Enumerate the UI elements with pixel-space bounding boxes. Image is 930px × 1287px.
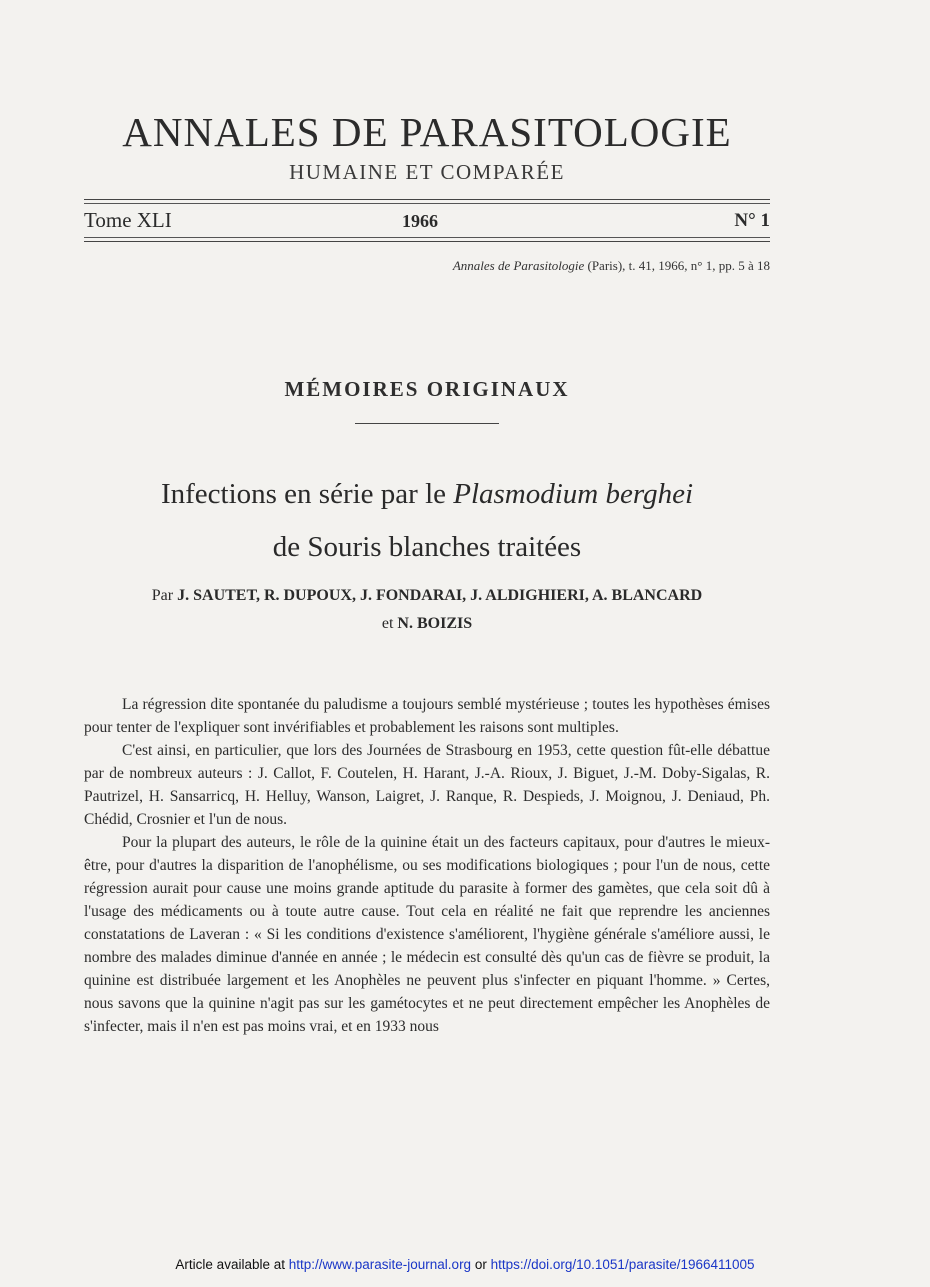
issue-label: N° 1 — [734, 210, 770, 231]
footer-link-journal[interactable]: http://www.parasite-journal.org — [288, 1257, 472, 1272]
article-title-line2: de Souris blanches traitées — [272, 531, 582, 563]
footer-link-doi[interactable]: https://doi.org/10.1051/parasite/1966411005 — [490, 1257, 755, 1272]
journal-title: ANNALES DE PARASITOLOGIE — [122, 109, 732, 155]
article-title-species: Plasmodium berghei — [453, 478, 694, 510]
authors-conjunction: et — [381, 615, 398, 632]
citation-journal: Annales de Parasitologie — [452, 258, 585, 273]
authors-line2 — [84, 615, 770, 633]
tome-label: Tome XLI — [84, 208, 172, 232]
header-rule-bottom-thin — [84, 237, 770, 238]
authors-last-name: N. BOIZIS — [397, 615, 473, 632]
authors-prefix: Par — [151, 587, 178, 604]
body-paragraph-3: Pour la plupart des auteurs, le rôle de la quinine était un des facteurs capitaux, pour d'autres le mieux-être, pour d'autres la disparition de l'anophélisme, ou ses modifications biologiques ; pour l'un de nous, cette régression aurait pour cause une moins grande aptitude du parasite à former des gamètes, que cela soit dû à l'usage des médicaments ou à toute autre cause. Tout cela en réalité ne fait que reprendre les anciennes constatations de Laveran : « Si les conditions d'existence s'améliorent, l'hygiène générale s'améliore aussi, le nombre des malades diminue d'année en année ; le médecin est consulté dès qu'un cas de fièvre se produit, la quinine est distribuée largement et les Anophèles ne peuvent plus s'infecter en piquant l'homme. » Certes, nous savons que la quinine n'agit pas sur les gamétocytes et ne peut directement empêcher les Anophèles de s'infecter, mais il n'en est pas moins vrai, et en 1933 nous — [84, 834, 770, 1035]
citation-line — [453, 258, 770, 274]
footer-middle: or — [471, 1257, 491, 1272]
article-title-line1 — [84, 478, 770, 511]
year-label: 1966 — [402, 211, 438, 231]
header-rule-top — [84, 199, 770, 200]
citation-details: (Paris), t. 41, 1966, n° 1, pp. 5 à 18 — [584, 258, 770, 273]
header-rule-bottom — [84, 241, 770, 242]
journal-subtitle: HUMAINE ET COMPARÉE — [289, 160, 565, 184]
header-rule-top-thin — [84, 203, 770, 204]
article-body — [84, 693, 770, 1038]
section-heading: MÉMOIRES ORIGINAUX — [284, 377, 570, 401]
authors-line1 — [84, 587, 770, 605]
footer-availability — [0, 1257, 930, 1272]
section-divider — [355, 423, 499, 424]
body-paragraph-2: C'est ainsi, en particulier, que lors des Journées de Strasbourg en 1953, cette question fût-elle débattue par de nombreux auteurs : J. Callot, F. Coutelen, H. Harant, J.-A. Rioux, J. Biguet, J.-M. Doby-Sigalas, R. Pautrizel, H. Sansarricq, H. Helluy, Wanson, Laigret, J. Ranque, R. Despieds, J. Moignou, J. Deniaud, Ph. Chédid, Crosnier et l'un de nous. — [84, 742, 770, 828]
article-title-text: Infections en série par le — [160, 478, 454, 510]
volume-bar — [84, 208, 770, 234]
body-paragraph-1: La régression dite spontanée du paludisme a toujours semblé mystérieuse ; toutes les hypothèses émises pour tenter de l'expliquer sont invérifiables et probablement les raisons sont multiples. — [84, 696, 770, 736]
authors-names: J. SAUTET, R. DUPOUX, J. FONDARAI, J. ALDIGHIERI, A. BLANCARD — [177, 587, 703, 604]
footer-prefix: Article available at — [175, 1257, 289, 1272]
